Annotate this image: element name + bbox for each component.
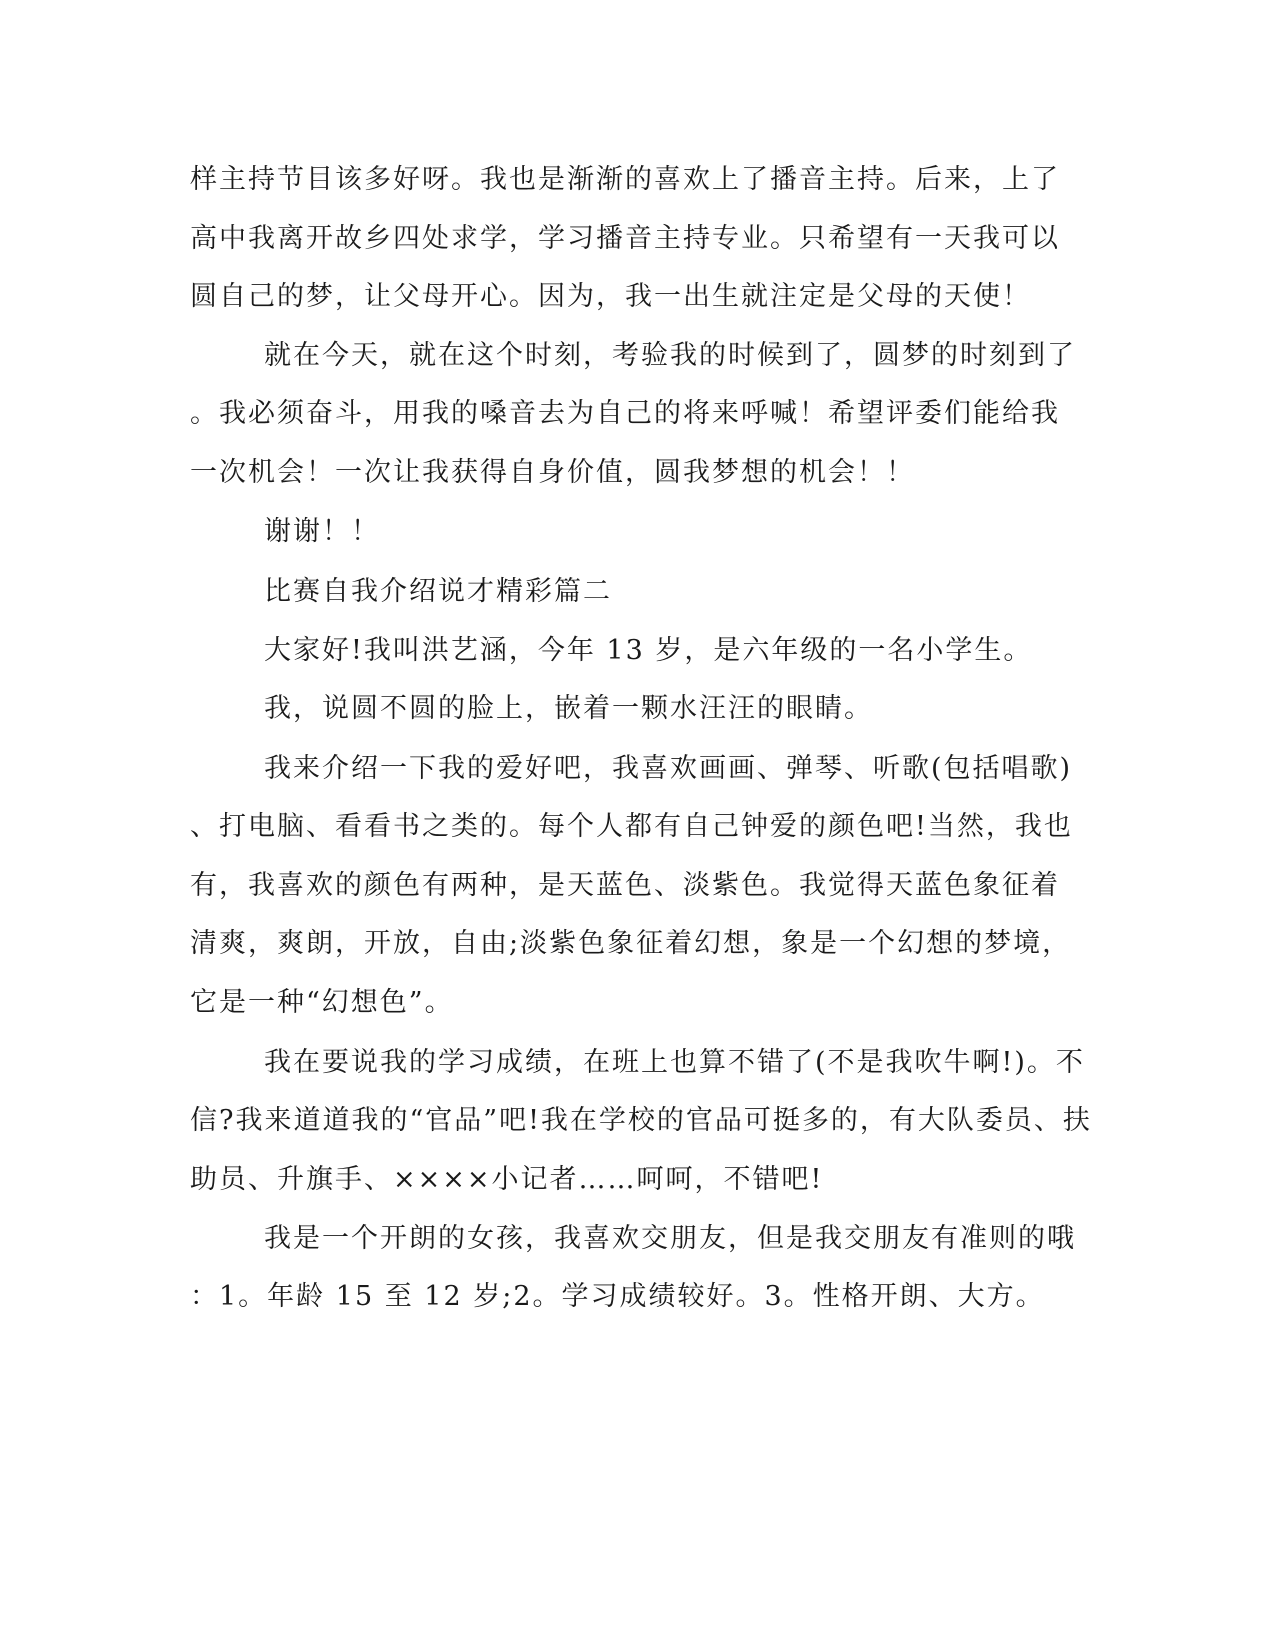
paragraph-line: 我来介绍一下我的爱好吧，我喜欢画画、弹琴、听歌(包括唱歌) — [264, 753, 1073, 784]
paragraph-line: 圆自己的梦，让父母开心。因为，我一出生就注定是父母的天使！ — [190, 281, 1031, 312]
paragraph-line: 有，我喜欢的颜色有两种，是天蓝色、淡紫色。我觉得天蓝色象征着 — [190, 870, 1060, 901]
paragraph-line: 高中我离开故乡四处求学，学习播音主持专业。只希望有一天我可以 — [190, 223, 1060, 254]
paragraph-line: 样主持节目该多好呀。我也是渐渐的喜欢上了播音主持。后来，上了 — [190, 164, 1060, 195]
paragraph-line: ：1。年龄 15 至 12 岁;2。学习成绩较好。3。性格开朗、大方。 — [190, 1281, 1045, 1312]
section-heading: 比赛自我介绍说才精彩篇二 — [264, 576, 612, 607]
paragraph-line: 它是一种“幻想色”。 — [190, 987, 454, 1018]
paragraph-line: 、打电脑、看看书之类的。每个人都有自己钟爱的颜色吧!当然，我也 — [190, 811, 1073, 842]
paragraph-line: 就在今天，就在这个时刻，考验我的时候到了，圆梦的时刻到了 — [264, 340, 1076, 371]
paragraph-line: 助员、升旗手、××××小记者……呵呵，不错吧! — [190, 1164, 824, 1195]
paragraph-line: 我在要说我的学习成绩，在班上也算不错了(不是我吹牛啊!)。不 — [264, 1047, 1085, 1078]
paragraph-line: 清爽，爽朗，开放，自由;淡紫色象征着幻想，象是一个幻想的梦境， — [190, 928, 1072, 959]
paragraph-line: 信?我来道道我的“官品”吧!我在学校的官品可挺多的，有大队委员、扶 — [190, 1105, 1092, 1136]
paragraph-line: 。我必须奋斗，用我的嗓音去为自己的将来呼喊！希望评委们能给我 — [190, 398, 1060, 429]
paragraph-line: 我，说圆不圆的脸上，嵌着一颗水汪汪的眼睛。 — [264, 693, 873, 724]
paragraph-line: 一次机会！一次让我获得自身价值，圆我梦想的机会！！ — [190, 457, 915, 488]
paragraph-line: 大家好!我叫洪艺涵，今年 13 岁，是六年级的一名小学生。 — [264, 635, 1033, 666]
paragraph-line: 我是一个开朗的女孩，我喜欢交朋友，但是我交朋友有准则的哦 — [264, 1223, 1076, 1254]
paragraph-line: 谢谢！！ — [264, 516, 380, 547]
